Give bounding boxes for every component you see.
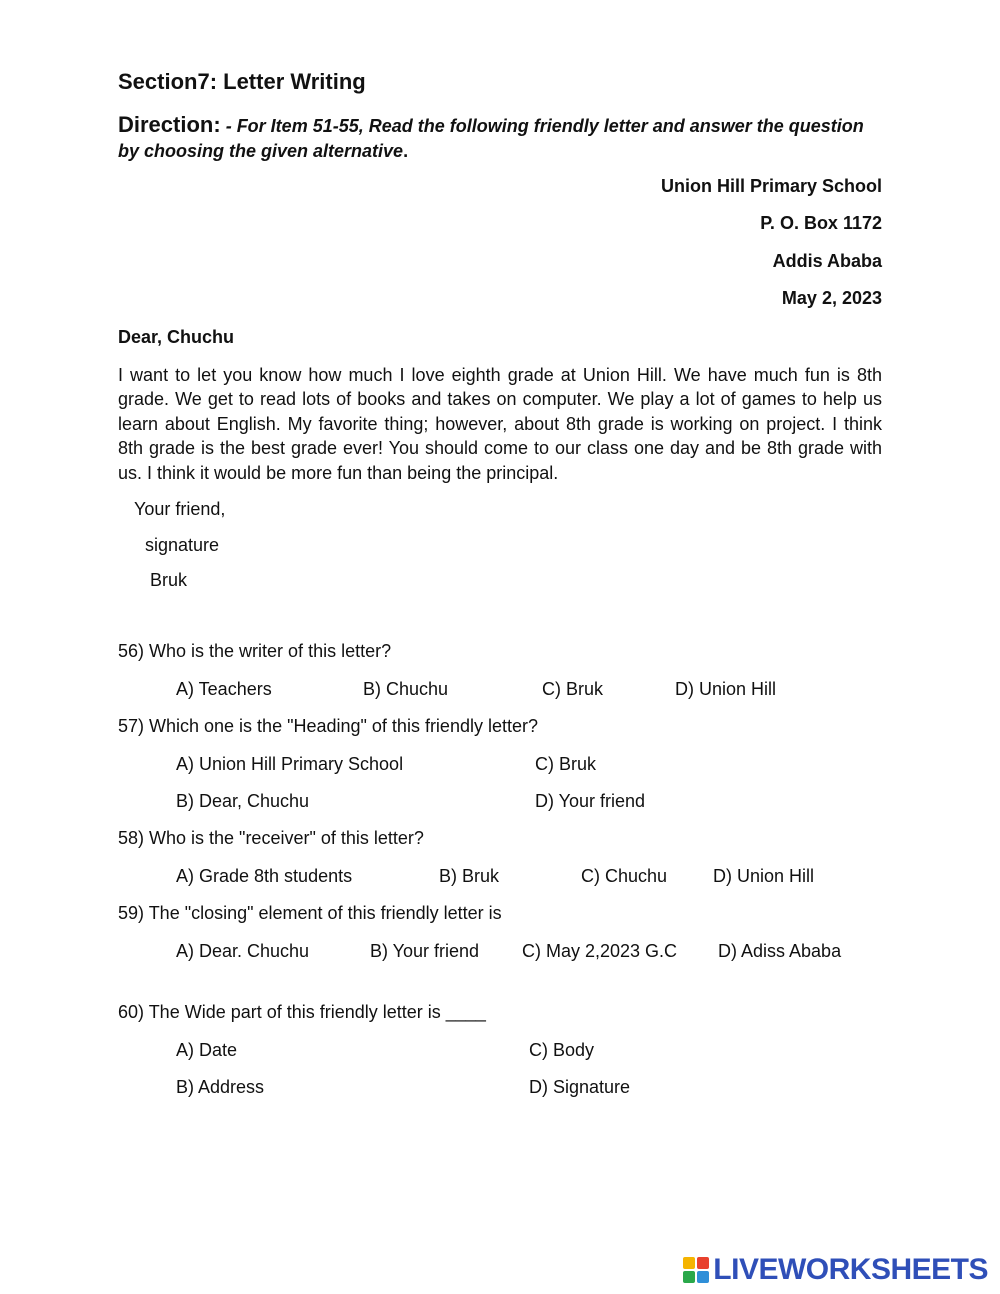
q59-option-a[interactable]: A) Dear. Chuchu	[176, 941, 310, 961]
q59-option-c[interactable]: C) May 2,2023 G.C	[522, 941, 678, 961]
q57-option-d[interactable]: D) Your friend	[535, 791, 646, 811]
letter-body: I want to let you know how much I love eighth grade at Union Hill. We have much fun is 8th grade. We get to read lots of books and takes on computer. We play a lot of games to help us learn about English. My favorite thing; however, about 8th grade is working on project. I think 8th grade is the best grade ever! You should come to our class one day and be 8th grade with us. I think it would be more fun than being the principal.	[118, 365, 882, 483]
writer-name: Bruk	[150, 570, 188, 590]
logo-square-2	[697, 1257, 709, 1269]
direction-dash: -	[220, 116, 237, 136]
direction-text: For Item 51-55, Read the following friendly letter and answer the question by choosing the given alternative	[118, 116, 864, 161]
section-title: Section7: Letter Writing	[118, 69, 366, 94]
logo-square-1	[683, 1257, 695, 1269]
q56-option-b[interactable]: B) Chuchu	[363, 679, 449, 699]
liveworksheets-wordmark: LIVEWORKSHEETS	[713, 1253, 988, 1286]
q56-option-d[interactable]: D) Union Hill	[675, 679, 777, 699]
q59-option-d[interactable]: D) Adiss Ababa	[718, 941, 842, 961]
direction-label: Direction:	[118, 112, 221, 137]
logo-square-3	[683, 1271, 695, 1283]
q57-option-c[interactable]: C) Bruk	[535, 754, 597, 774]
direction-end: .	[403, 141, 409, 161]
salutation: Dear, Chuchu	[118, 327, 235, 347]
direction	[118, 112, 883, 164]
question-59: 59) The "closing" element of this friendly letter is	[118, 903, 502, 923]
q56-option-c[interactable]: C) Bruk	[542, 679, 604, 699]
question-58: 58) Who is the "receiver" of this letter?	[118, 828, 424, 848]
q60-option-c[interactable]: C) Body	[529, 1040, 595, 1060]
question-60: 60) The Wide part of this friendly letter is ____	[118, 1002, 486, 1022]
q58-option-d[interactable]: D) Union Hill	[713, 866, 815, 886]
question-56: 56) Who is the writer of this letter?	[118, 641, 392, 661]
closing: Your friend,	[134, 499, 226, 519]
address-line-city: Addis Ababa	[772, 251, 882, 271]
address-line-pobox: P. O. Box 1172	[760, 213, 882, 233]
logo-square-4	[697, 1271, 709, 1283]
liveworksheets-brand	[683, 1252, 988, 1288]
q56-option-a[interactable]: A) Teachers	[176, 679, 272, 699]
signature: signature	[145, 535, 220, 555]
q57-option-b[interactable]: B) Dear, Chuchu	[176, 791, 310, 811]
address-line-school: Union Hill Primary School	[660, 176, 882, 196]
q60-option-a[interactable]: A) Date	[176, 1040, 238, 1060]
liveworksheets-logo-icon	[683, 1257, 709, 1283]
q59-option-b[interactable]: B) Your friend	[370, 941, 480, 961]
q58-option-c[interactable]: C) Chuchu	[581, 866, 668, 886]
q58-option-b[interactable]: B) Bruk	[439, 866, 500, 886]
q58-option-a[interactable]: A) Grade 8th students	[176, 866, 353, 886]
question-57: 57) Which one is the "Heading" of this friendly letter?	[118, 716, 538, 736]
q57-option-a[interactable]: A) Union Hill Primary School	[176, 754, 404, 774]
address-line-date: May 2, 2023	[781, 288, 882, 308]
q60-option-b[interactable]: B) Address	[176, 1077, 265, 1097]
q60-option-d[interactable]: D) Signature	[529, 1077, 631, 1097]
